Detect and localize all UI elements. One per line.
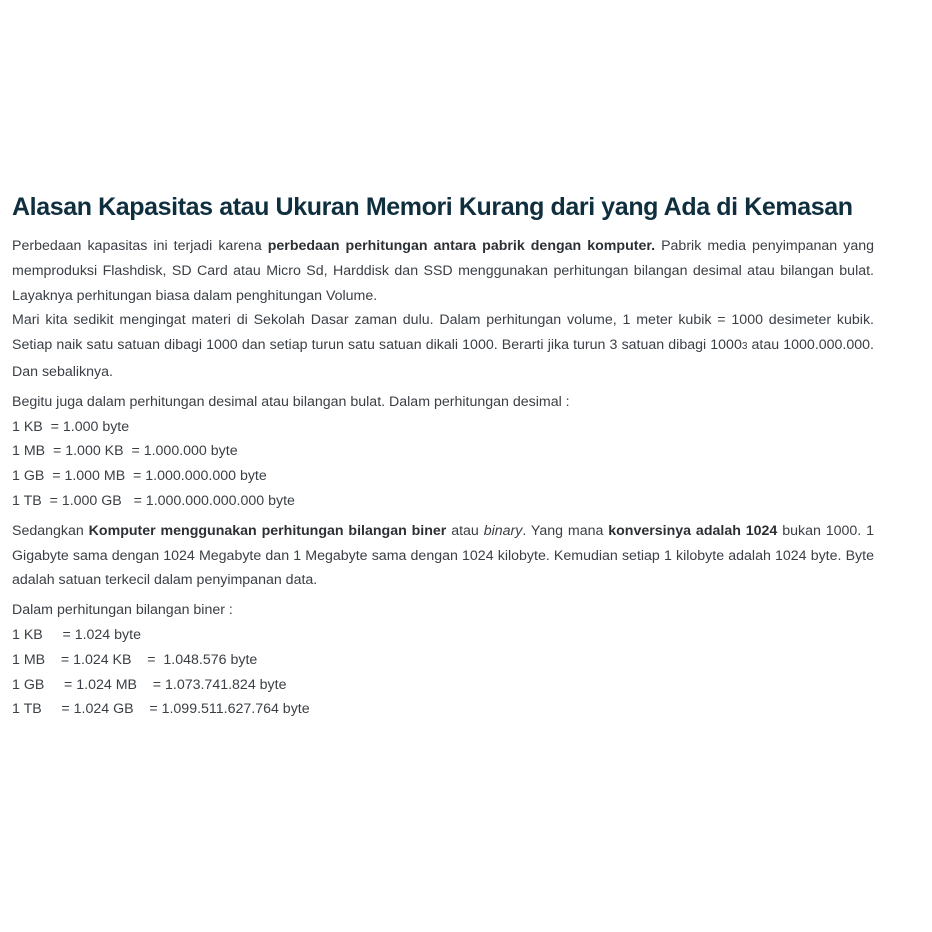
binary-line-tb: 1 TB = 1.024 GB = 1.099.511.627.764 byte xyxy=(12,701,310,718)
article xyxy=(12,190,874,722)
p1-bold-1: perbedaan perhitungan antara pabrik dengan komputer. xyxy=(267,238,656,254)
p1-text-2: Pabrik media penyimpanan yang memproduksi Flashdisk, SD Card atau Micro Sd, Harddisk dan SSD menggunakan perhitungan bilangan desimal atau bilangan bulat. Layaknya perhitungan biasa dalam penghitungan Volume. xyxy=(12,238,874,304)
decimal-line-kb: 1 KB = 1.000 byte xyxy=(12,418,130,435)
p2-text-2: atau 1000.000.000. Dan sebaliknya. xyxy=(12,337,874,380)
decimal-line-gb: 1 GB = 1.000 MB = 1.000.000.000 byte xyxy=(12,468,267,485)
paragraph-binary-explanation xyxy=(12,519,874,593)
paragraph-volume-analogy xyxy=(12,308,874,384)
p4-text-2: atau xyxy=(446,522,484,539)
paragraph-binary-intro: Dalam perhitungan bilangan biner : xyxy=(12,602,233,619)
binary-line-mb: 1 MB = 1.024 KB = 1.048.576 byte xyxy=(12,651,258,668)
p4-bold-1: Komputer menggunakan perhitungan bilangan biner xyxy=(88,522,447,539)
article-title: Alasan Kapasitas atau Ukuran Memori Kurang dari yang Ada di Kemasan xyxy=(12,193,853,221)
p1-text-1: Perbedaan kapasitas ini terjadi karena xyxy=(12,238,268,254)
binary-line-kb: 1 KB = 1.024 byte xyxy=(12,626,141,643)
decimal-line-mb: 1 MB = 1.000 KB = 1.000.000 byte xyxy=(12,443,238,460)
p4-text-3: . Yang mana xyxy=(522,522,609,539)
p4-italic-1: binary xyxy=(483,522,523,539)
p4-text-4: bukan 1000. 1 Gigabyte sama dengan 1024 Megabyte dan 1 Megabyte sama dengan 1024 kilobyte. Kemudian setiap 1 kilobyte adalah 1024 byte. Byte adalah satuan terkecil dalam penyimpanan data. xyxy=(12,522,875,589)
paragraph-decimal-intro: Begitu juga dalam perhitungan desimal atau bilangan bulat. Dalam perhitungan desimal : xyxy=(12,393,570,410)
binary-line-gb: 1 GB = 1.024 MB = 1.073.741.824 byte xyxy=(12,676,287,693)
decimal-line-tb: 1 TB = 1.000 GB = 1.000.000.000.000 byte xyxy=(12,492,295,509)
p4-bold-2: konversinya adalah 1024 xyxy=(608,522,778,539)
p4-text-1: Sedangkan xyxy=(12,522,89,539)
p2-text-1: Mari kita sedikit mengingat materi di Sekolah Dasar zaman dulu. Dalam perhitungan volume, 1 meter kubik = 1000 desimeter kubik. Setiap naik satu satuan dibagi 1000 dan setiap turun satu satuan dikali 1000. Berarti jika turun 3 satuan dibagi 1000 xyxy=(12,312,874,354)
paragraph-factory-vs-computer xyxy=(12,234,874,308)
p2-subscript: 3 xyxy=(741,341,748,353)
